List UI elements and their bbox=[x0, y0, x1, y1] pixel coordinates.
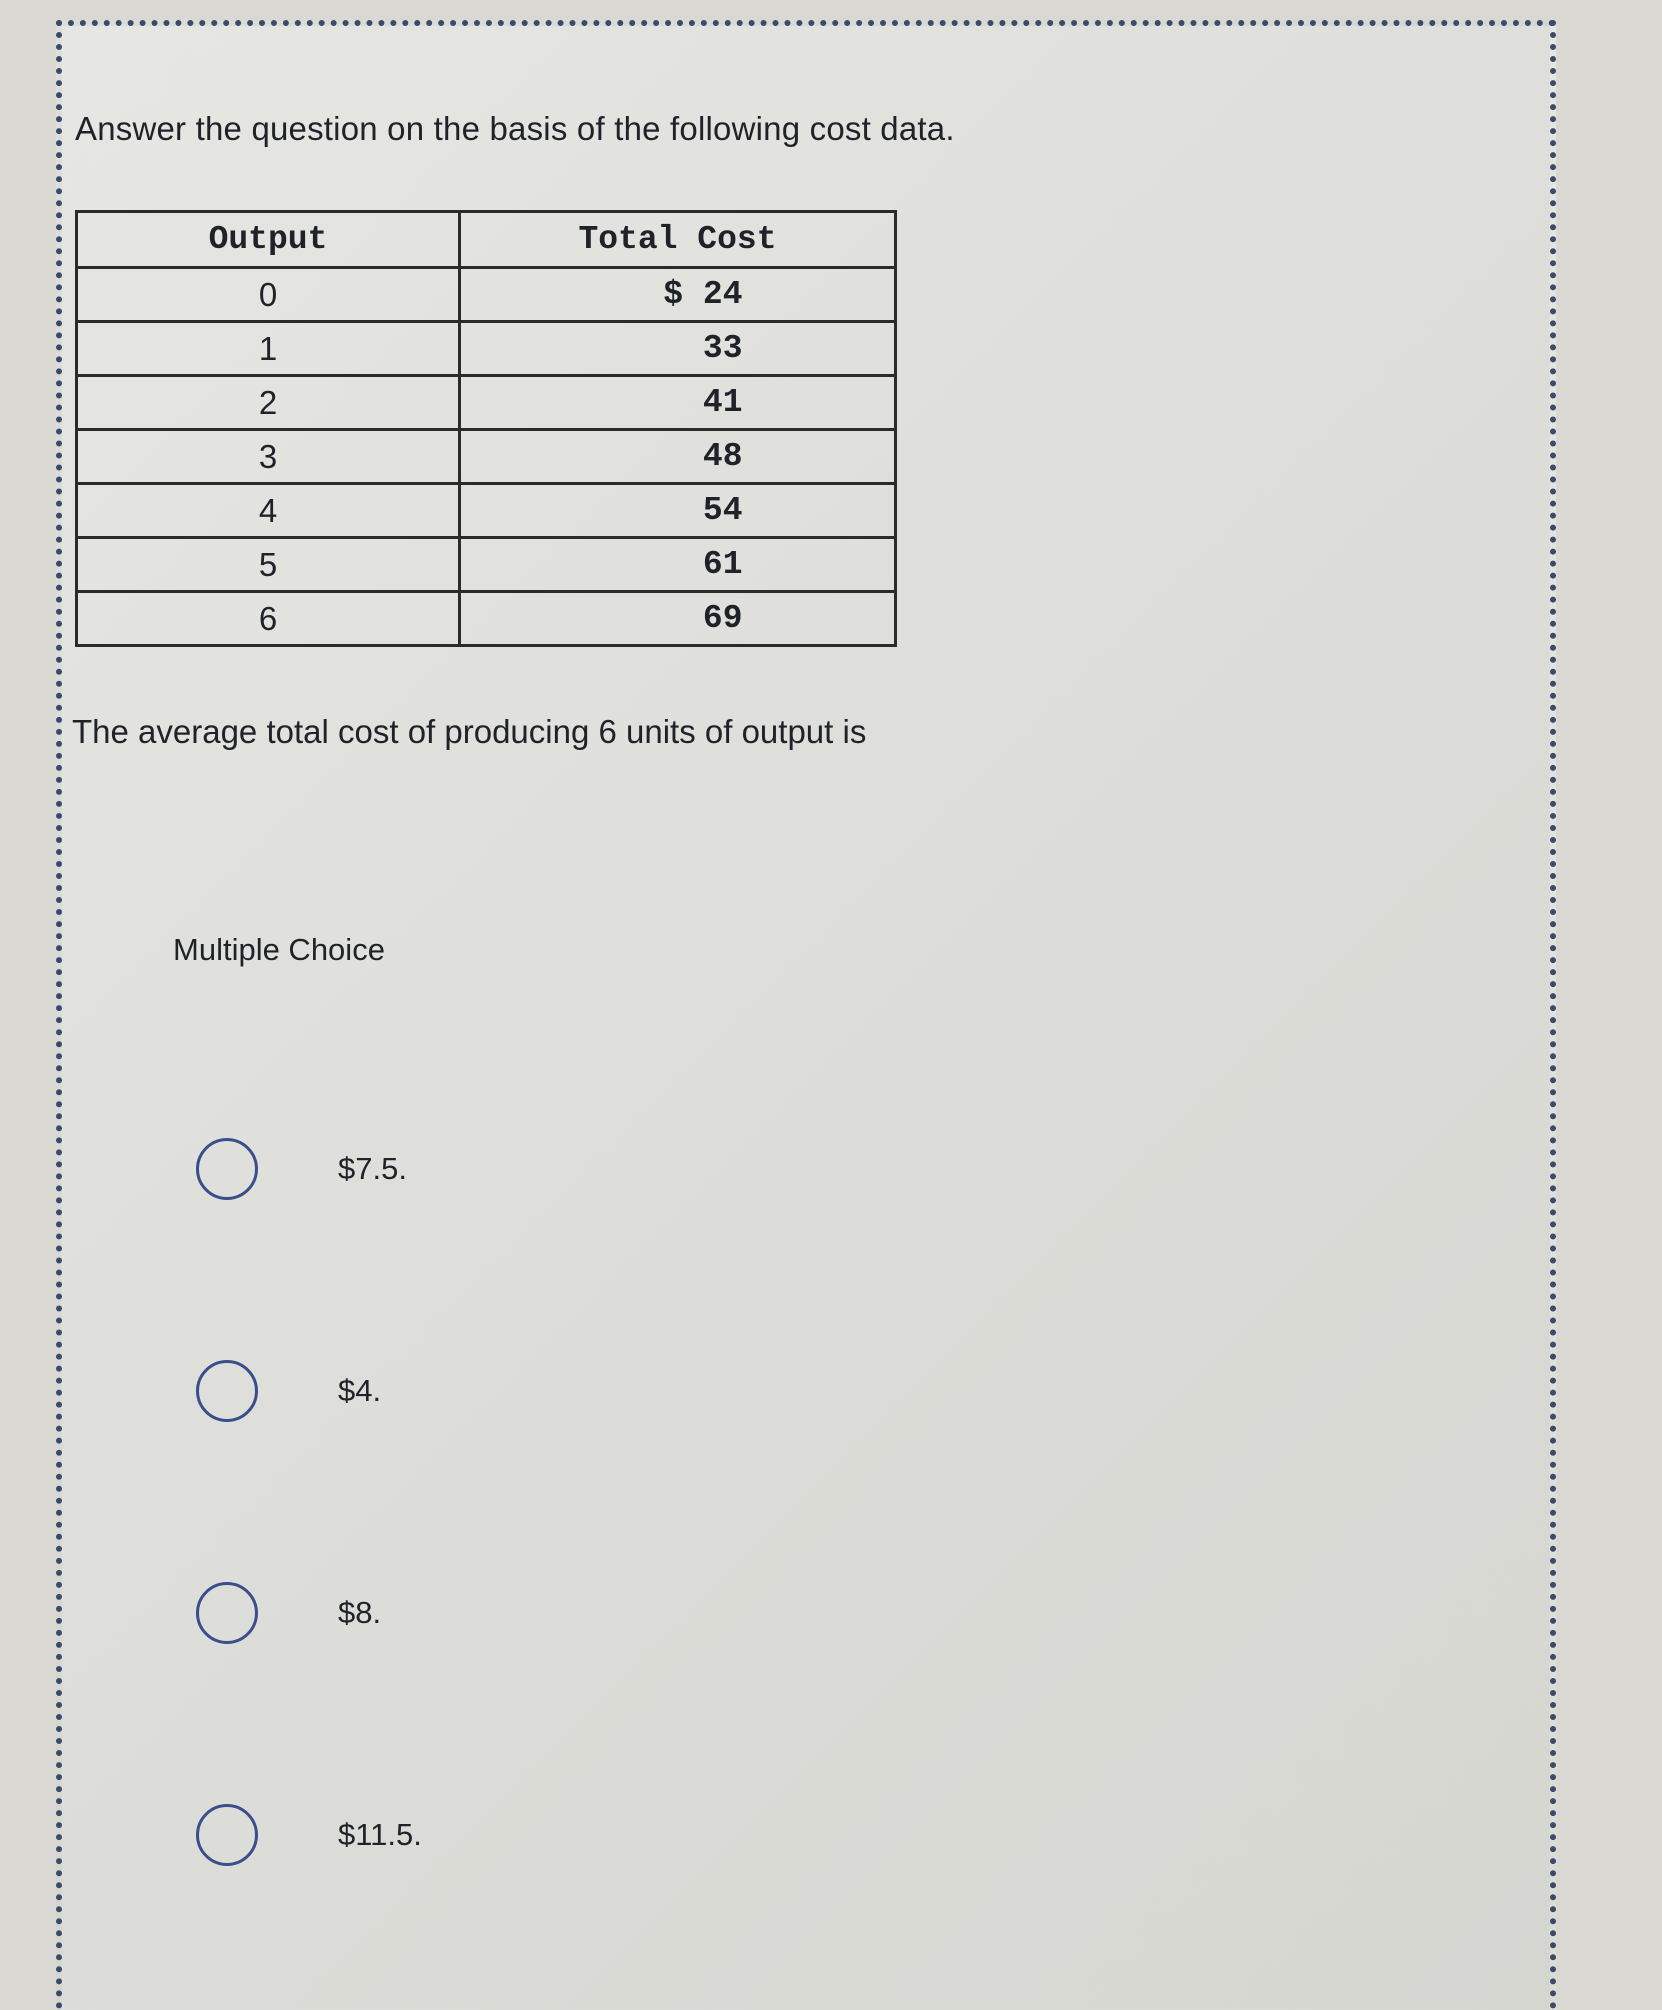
table-row bbox=[77, 592, 896, 646]
total-cost-cell bbox=[460, 592, 896, 646]
total-cost-cell bbox=[460, 538, 896, 592]
output-cell: 4 bbox=[77, 484, 460, 538]
total-cost-value: $ 24 bbox=[663, 276, 743, 313]
answer-option-label: $8. bbox=[338, 1595, 382, 1630]
answer-option-4[interactable] bbox=[196, 1800, 422, 1870]
radio-button-icon[interactable] bbox=[196, 1804, 258, 1866]
output-cell: 0 bbox=[77, 268, 460, 322]
radio-button-icon[interactable] bbox=[196, 1138, 258, 1200]
total-cost-value: 41 bbox=[702, 384, 743, 421]
header-output: Output bbox=[77, 212, 460, 268]
answer-option-2[interactable] bbox=[196, 1356, 381, 1426]
question-intro: Answer the question on the basis of the following cost data. bbox=[75, 110, 955, 147]
table-row bbox=[77, 430, 896, 484]
total-cost-cell bbox=[460, 484, 896, 538]
answer-option-3[interactable] bbox=[196, 1578, 381, 1648]
output-cell: 6 bbox=[77, 592, 460, 646]
total-cost-cell bbox=[460, 322, 896, 376]
total-cost-cell bbox=[460, 430, 896, 484]
total-cost-cell bbox=[460, 376, 896, 430]
total-cost-value: 33 bbox=[702, 330, 743, 367]
answer-option-label: $11.5. bbox=[338, 1817, 422, 1852]
total-cost-value: 54 bbox=[702, 492, 743, 529]
total-cost-value: 61 bbox=[702, 546, 743, 583]
table-header-row bbox=[77, 212, 896, 268]
total-cost-value: 48 bbox=[702, 438, 743, 475]
header-total-cost: Total Cost bbox=[460, 212, 896, 268]
table-row bbox=[77, 322, 896, 376]
output-cell: 3 bbox=[77, 430, 460, 484]
answer-option-1[interactable] bbox=[196, 1134, 407, 1204]
answer-option-label: $4. bbox=[338, 1373, 382, 1408]
total-cost-cell bbox=[460, 268, 896, 322]
multiple-choice-label: Multiple Choice bbox=[173, 932, 385, 967]
output-cell: 1 bbox=[77, 322, 460, 376]
table-row bbox=[77, 538, 896, 592]
table-row bbox=[77, 376, 896, 430]
cost-data-table bbox=[75, 210, 897, 647]
answer-option-label: $7.5. bbox=[338, 1151, 407, 1186]
output-cell: 5 bbox=[77, 538, 460, 592]
radio-button-icon[interactable] bbox=[196, 1360, 258, 1422]
question-prompt: The average total cost of producing 6 units of output is bbox=[72, 713, 867, 750]
table-row bbox=[77, 484, 896, 538]
radio-button-icon[interactable] bbox=[196, 1582, 258, 1644]
table-row bbox=[77, 268, 896, 322]
total-cost-value: 69 bbox=[702, 600, 743, 637]
output-cell: 2 bbox=[77, 376, 460, 430]
